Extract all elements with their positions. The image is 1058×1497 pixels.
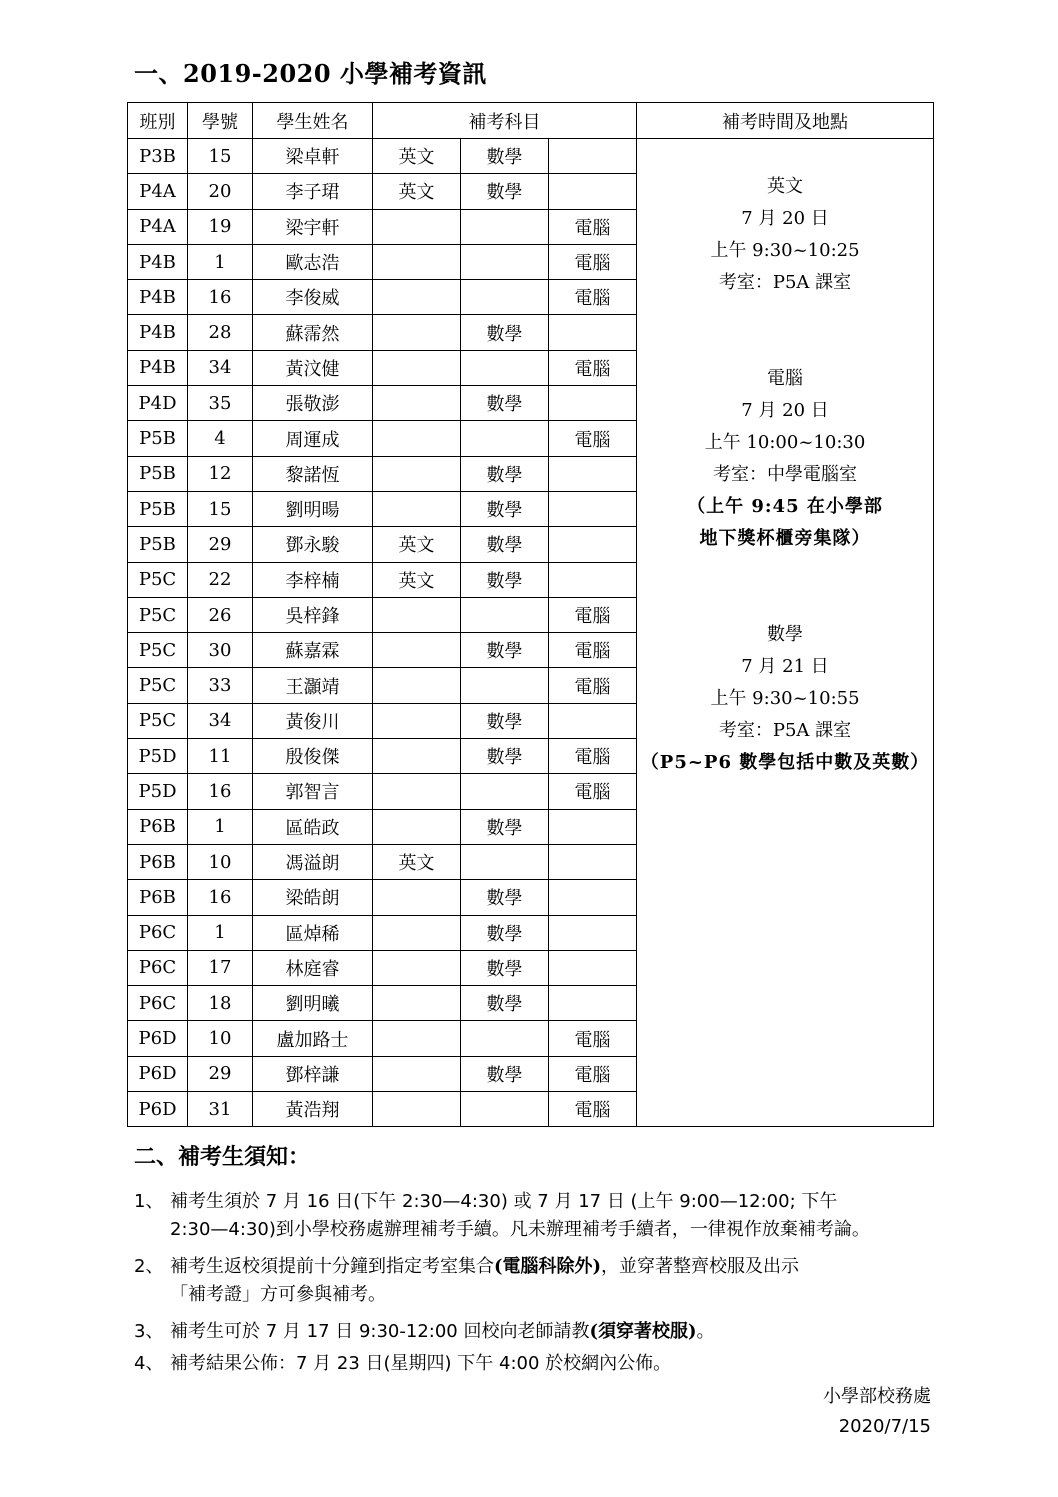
cell-student-no: 29: [188, 1056, 253, 1091]
cell-computer: 電腦: [549, 597, 637, 632]
cell-computer: [549, 950, 637, 985]
table-row: [128, 139, 934, 174]
cell-computer: [549, 844, 637, 879]
cell-student-name: 李梓楠: [253, 562, 373, 597]
cell-math: 數學: [461, 456, 549, 491]
cell-class: P4A: [128, 174, 188, 209]
cell-math: 數學: [461, 880, 549, 915]
schedule-line: 上午 9:30~10:55: [710, 688, 860, 709]
cell-math: 數學: [461, 386, 549, 421]
cell-student-no: 1: [188, 244, 253, 279]
header-schedule: 補考時間及地點: [637, 103, 934, 139]
cell-math: 數學: [461, 915, 549, 950]
cell-english: 英文: [373, 562, 461, 597]
cell-english: [373, 774, 461, 809]
cell-student-name: 劉明暘: [253, 491, 373, 526]
cell-english: [373, 633, 461, 668]
cell-class: P6B: [128, 809, 188, 844]
cell-class: P5B: [128, 527, 188, 562]
schedule-line: 7 月 20 日: [741, 208, 829, 229]
cell-computer: [549, 386, 637, 421]
cell-student-no: 30: [188, 633, 253, 668]
cell-english: [373, 209, 461, 244]
cell-student-no: 18: [188, 986, 253, 1021]
cell-english: [373, 350, 461, 385]
cell-english: [373, 915, 461, 950]
cell-class: P5D: [128, 739, 188, 774]
schedule-english: [637, 171, 933, 299]
cell-student-no: 29: [188, 527, 253, 562]
cell-math: 數學: [461, 809, 549, 844]
cell-student-name: 李俊威: [253, 280, 373, 315]
cell-computer: 電腦: [549, 739, 637, 774]
cell-english: [373, 1092, 461, 1127]
cell-class: P6C: [128, 915, 188, 950]
table-header-row: [128, 103, 934, 139]
emphasis-text: (須穿著校服): [589, 1321, 697, 1342]
cell-computer: [549, 703, 637, 738]
cell-student-name: 殷俊傑: [253, 739, 373, 774]
header-student-no: 學號: [188, 103, 253, 139]
cell-student-name: 盧加路士: [253, 1021, 373, 1056]
cell-class: P4B: [128, 350, 188, 385]
cell-student-no: 10: [188, 1021, 253, 1056]
cell-student-name: 蘇嘉霖: [253, 633, 373, 668]
cell-math: 數學: [461, 315, 549, 350]
cell-student-name: 區焯稀: [253, 915, 373, 950]
cell-student-name: 張敬澎: [253, 386, 373, 421]
cell-computer: 電腦: [549, 774, 637, 809]
cell-math: [461, 668, 549, 703]
cell-computer: 電腦: [549, 421, 637, 456]
cell-english: [373, 668, 461, 703]
schedule-line: 考室：P5A 課室: [718, 720, 852, 741]
cell-computer: [549, 174, 637, 209]
cell-english: [373, 1056, 461, 1091]
cell-english: 英文: [373, 139, 461, 174]
cell-english: 英文: [373, 844, 461, 879]
cell-math: 數學: [461, 633, 549, 668]
cell-math: 數學: [461, 739, 549, 774]
schedule-line: 數學: [767, 624, 804, 645]
cell-student-no: 12: [188, 456, 253, 491]
cell-math: 數學: [461, 1056, 549, 1091]
notice-item-4: 4、 補考結果公佈：7 月 23 日(星期四) 下午 4:00 於校網內公佈。: [134, 1353, 672, 1374]
cell-class: P6D: [128, 1092, 188, 1127]
cell-computer: 電腦: [549, 1056, 637, 1091]
cell-math: [461, 1021, 549, 1056]
cell-computer: [549, 915, 637, 950]
makeup-exam-table: [127, 102, 934, 1127]
cell-math: 數學: [461, 527, 549, 562]
signature: 小學部校務處: [823, 1386, 931, 1407]
cell-computer: 電腦: [549, 633, 637, 668]
cell-student-name: 梁皓朗: [253, 880, 373, 915]
cell-student-no: 17: [188, 950, 253, 985]
cell-student-no: 1: [188, 915, 253, 950]
cell-english: [373, 315, 461, 350]
cell-student-no: 31: [188, 1092, 253, 1127]
cell-math: 數學: [461, 562, 549, 597]
section1-title: 一、2019-2020 小學補考資訊: [134, 59, 487, 88]
cell-computer: [549, 809, 637, 844]
cell-computer: [549, 491, 637, 526]
cell-math: [461, 844, 549, 879]
cell-class: P5B: [128, 491, 188, 526]
cell-class: P5B: [128, 421, 188, 456]
schedule-line: 7 月 21 日: [741, 656, 829, 677]
cell-student-name: 王灝靖: [253, 668, 373, 703]
cell-english: [373, 456, 461, 491]
cell-english: 英文: [373, 527, 461, 562]
cell-math: [461, 774, 549, 809]
cell-computer: 電腦: [549, 1021, 637, 1056]
cell-student-no: 28: [188, 315, 253, 350]
notice-item-1: 1、 補考生須於 7 月 16 日(下午 2:30—4:30) 或 7 月 17 日 (上午 9:00—12:00; 下午 2:30—4:30)到小學校務處辦理補考手續。凡未辦理補考手續者，一律視作放棄補考論。: [134, 1191, 870, 1240]
header-class: 班別: [128, 103, 188, 139]
cell-computer: 電腦: [549, 209, 637, 244]
emphasis-text: (電腦科除外): [494, 1256, 602, 1277]
schedule-line: 電腦: [767, 368, 804, 389]
cell-student-name: 黃汶健: [253, 350, 373, 385]
cell-computer: 電腦: [549, 350, 637, 385]
cell-student-no: 33: [188, 668, 253, 703]
cell-english: [373, 280, 461, 315]
cell-class: P6D: [128, 1056, 188, 1091]
cell-student-no: 20: [188, 174, 253, 209]
cell-computer: [549, 986, 637, 1021]
cell-student-name: 郭智言: [253, 774, 373, 809]
schedule-line: 上午 10:00~10:30: [704, 432, 866, 453]
cell-student-name: 鄧永駿: [253, 527, 373, 562]
schedule-computer: [637, 363, 933, 555]
cell-english: [373, 244, 461, 279]
schedule-line: 英文: [767, 176, 804, 197]
schedule-note: 地下獎杯櫃旁集隊）: [699, 528, 871, 549]
schedule-line: 7 月 20 日: [741, 400, 829, 421]
schedule-math: [637, 619, 933, 779]
cell-student-name: 周運成: [253, 421, 373, 456]
cell-student-name: 吳梓鋒: [253, 597, 373, 632]
cell-class: P5C: [128, 562, 188, 597]
cell-english: [373, 386, 461, 421]
cell-class: P6C: [128, 986, 188, 1021]
cell-class: P6C: [128, 950, 188, 985]
cell-student-name: 馮溢朗: [253, 844, 373, 879]
cell-class: P5C: [128, 703, 188, 738]
cell-class: P4B: [128, 315, 188, 350]
cell-english: [373, 880, 461, 915]
cell-student-name: 梁卓軒: [253, 139, 373, 174]
cell-english: [373, 739, 461, 774]
cell-student-no: 16: [188, 774, 253, 809]
cell-student-no: 16: [188, 880, 253, 915]
cell-student-no: 19: [188, 209, 253, 244]
cell-class: P4B: [128, 280, 188, 315]
cell-student-name: 李子珺: [253, 174, 373, 209]
cell-student-no: 1: [188, 809, 253, 844]
date: 2020/7/15: [838, 1416, 931, 1437]
cell-english: [373, 986, 461, 1021]
cell-math: 數學: [461, 174, 549, 209]
cell-math: [461, 244, 549, 279]
cell-class: P3B: [128, 139, 188, 174]
notice-item-2: 2、 補考生返校須提前十分鐘到指定考室集合(電腦科除外)，並穿著整齊校服及出示 「補考證」方可參與補考。: [134, 1256, 800, 1305]
cell-english: 英文: [373, 174, 461, 209]
schedule-line: 上午 9:30~10:25: [710, 240, 860, 261]
cell-math: [461, 350, 549, 385]
cell-student-name: 梁宇軒: [253, 209, 373, 244]
cell-math: [461, 1092, 549, 1127]
schedule-cell: [637, 139, 934, 1127]
cell-computer: [549, 315, 637, 350]
cell-math: 數學: [461, 139, 549, 174]
cell-math: [461, 280, 549, 315]
cell-math: 數學: [461, 703, 549, 738]
cell-math: 數學: [461, 491, 549, 526]
cell-computer: [549, 880, 637, 915]
cell-student-no: 16: [188, 280, 253, 315]
cell-computer: [549, 456, 637, 491]
cell-english: [373, 703, 461, 738]
cell-math: 數學: [461, 986, 549, 1021]
cell-class: P5C: [128, 668, 188, 703]
cell-student-name: 蘇霈然: [253, 315, 373, 350]
cell-student-no: 4: [188, 421, 253, 456]
cell-student-name: 歐志浩: [253, 244, 373, 279]
cell-student-name: 區皓政: [253, 809, 373, 844]
schedule-note: （上午 9:45 在小學部: [687, 496, 883, 517]
cell-student-name: 黃俊川: [253, 703, 373, 738]
cell-class: P4B: [128, 244, 188, 279]
cell-class: P5D: [128, 774, 188, 809]
cell-class: P4D: [128, 386, 188, 421]
section2-title: 二、補考生須知：: [134, 1144, 311, 1170]
cell-class: P6D: [128, 1021, 188, 1056]
cell-english: [373, 950, 461, 985]
cell-student-no: 11: [188, 739, 253, 774]
cell-computer: [549, 562, 637, 597]
cell-class: P5C: [128, 597, 188, 632]
cell-class: P6B: [128, 880, 188, 915]
cell-computer: [549, 139, 637, 174]
cell-student-no: 15: [188, 491, 253, 526]
cell-class: P4A: [128, 209, 188, 244]
cell-student-name: 林庭睿: [253, 950, 373, 985]
cell-class: P5C: [128, 633, 188, 668]
cell-student-no: 10: [188, 844, 253, 879]
cell-class: P6B: [128, 844, 188, 879]
cell-student-name: 鄧梓謙: [253, 1056, 373, 1091]
schedule-line: 考室：P5A 課室: [718, 272, 852, 293]
cell-student-name: 黎諾恆: [253, 456, 373, 491]
cell-student-no: 34: [188, 703, 253, 738]
cell-student-no: 26: [188, 597, 253, 632]
cell-english: [373, 421, 461, 456]
cell-student-no: 22: [188, 562, 253, 597]
cell-english: [373, 491, 461, 526]
cell-math: 數學: [461, 950, 549, 985]
cell-student-name: 黃浩翔: [253, 1092, 373, 1127]
cell-class: P5B: [128, 456, 188, 491]
cell-student-no: 34: [188, 350, 253, 385]
schedule-line: 考室：中學電腦室: [713, 464, 858, 485]
header-student-name: 學生姓名: [253, 103, 373, 139]
cell-math: [461, 597, 549, 632]
notice-item-3: 3、 補考生可於 7 月 17 日 9:30-12:00 回校向老師請教(須穿著校服)。: [134, 1321, 715, 1342]
schedule-note: （P5~P6 數學包括中數及英數）: [640, 752, 930, 773]
cell-student-name: 劉明曦: [253, 986, 373, 1021]
cell-english: [373, 597, 461, 632]
cell-student-no: 35: [188, 386, 253, 421]
cell-english: [373, 809, 461, 844]
cell-computer: [549, 527, 637, 562]
cell-math: [461, 421, 549, 456]
cell-computer: 電腦: [549, 668, 637, 703]
cell-computer: 電腦: [549, 1092, 637, 1127]
cell-computer: 電腦: [549, 280, 637, 315]
cell-computer: 電腦: [549, 244, 637, 279]
cell-student-no: 15: [188, 139, 253, 174]
cell-english: [373, 1021, 461, 1056]
cell-math: [461, 209, 549, 244]
header-subjects: 補考科目: [373, 103, 637, 139]
